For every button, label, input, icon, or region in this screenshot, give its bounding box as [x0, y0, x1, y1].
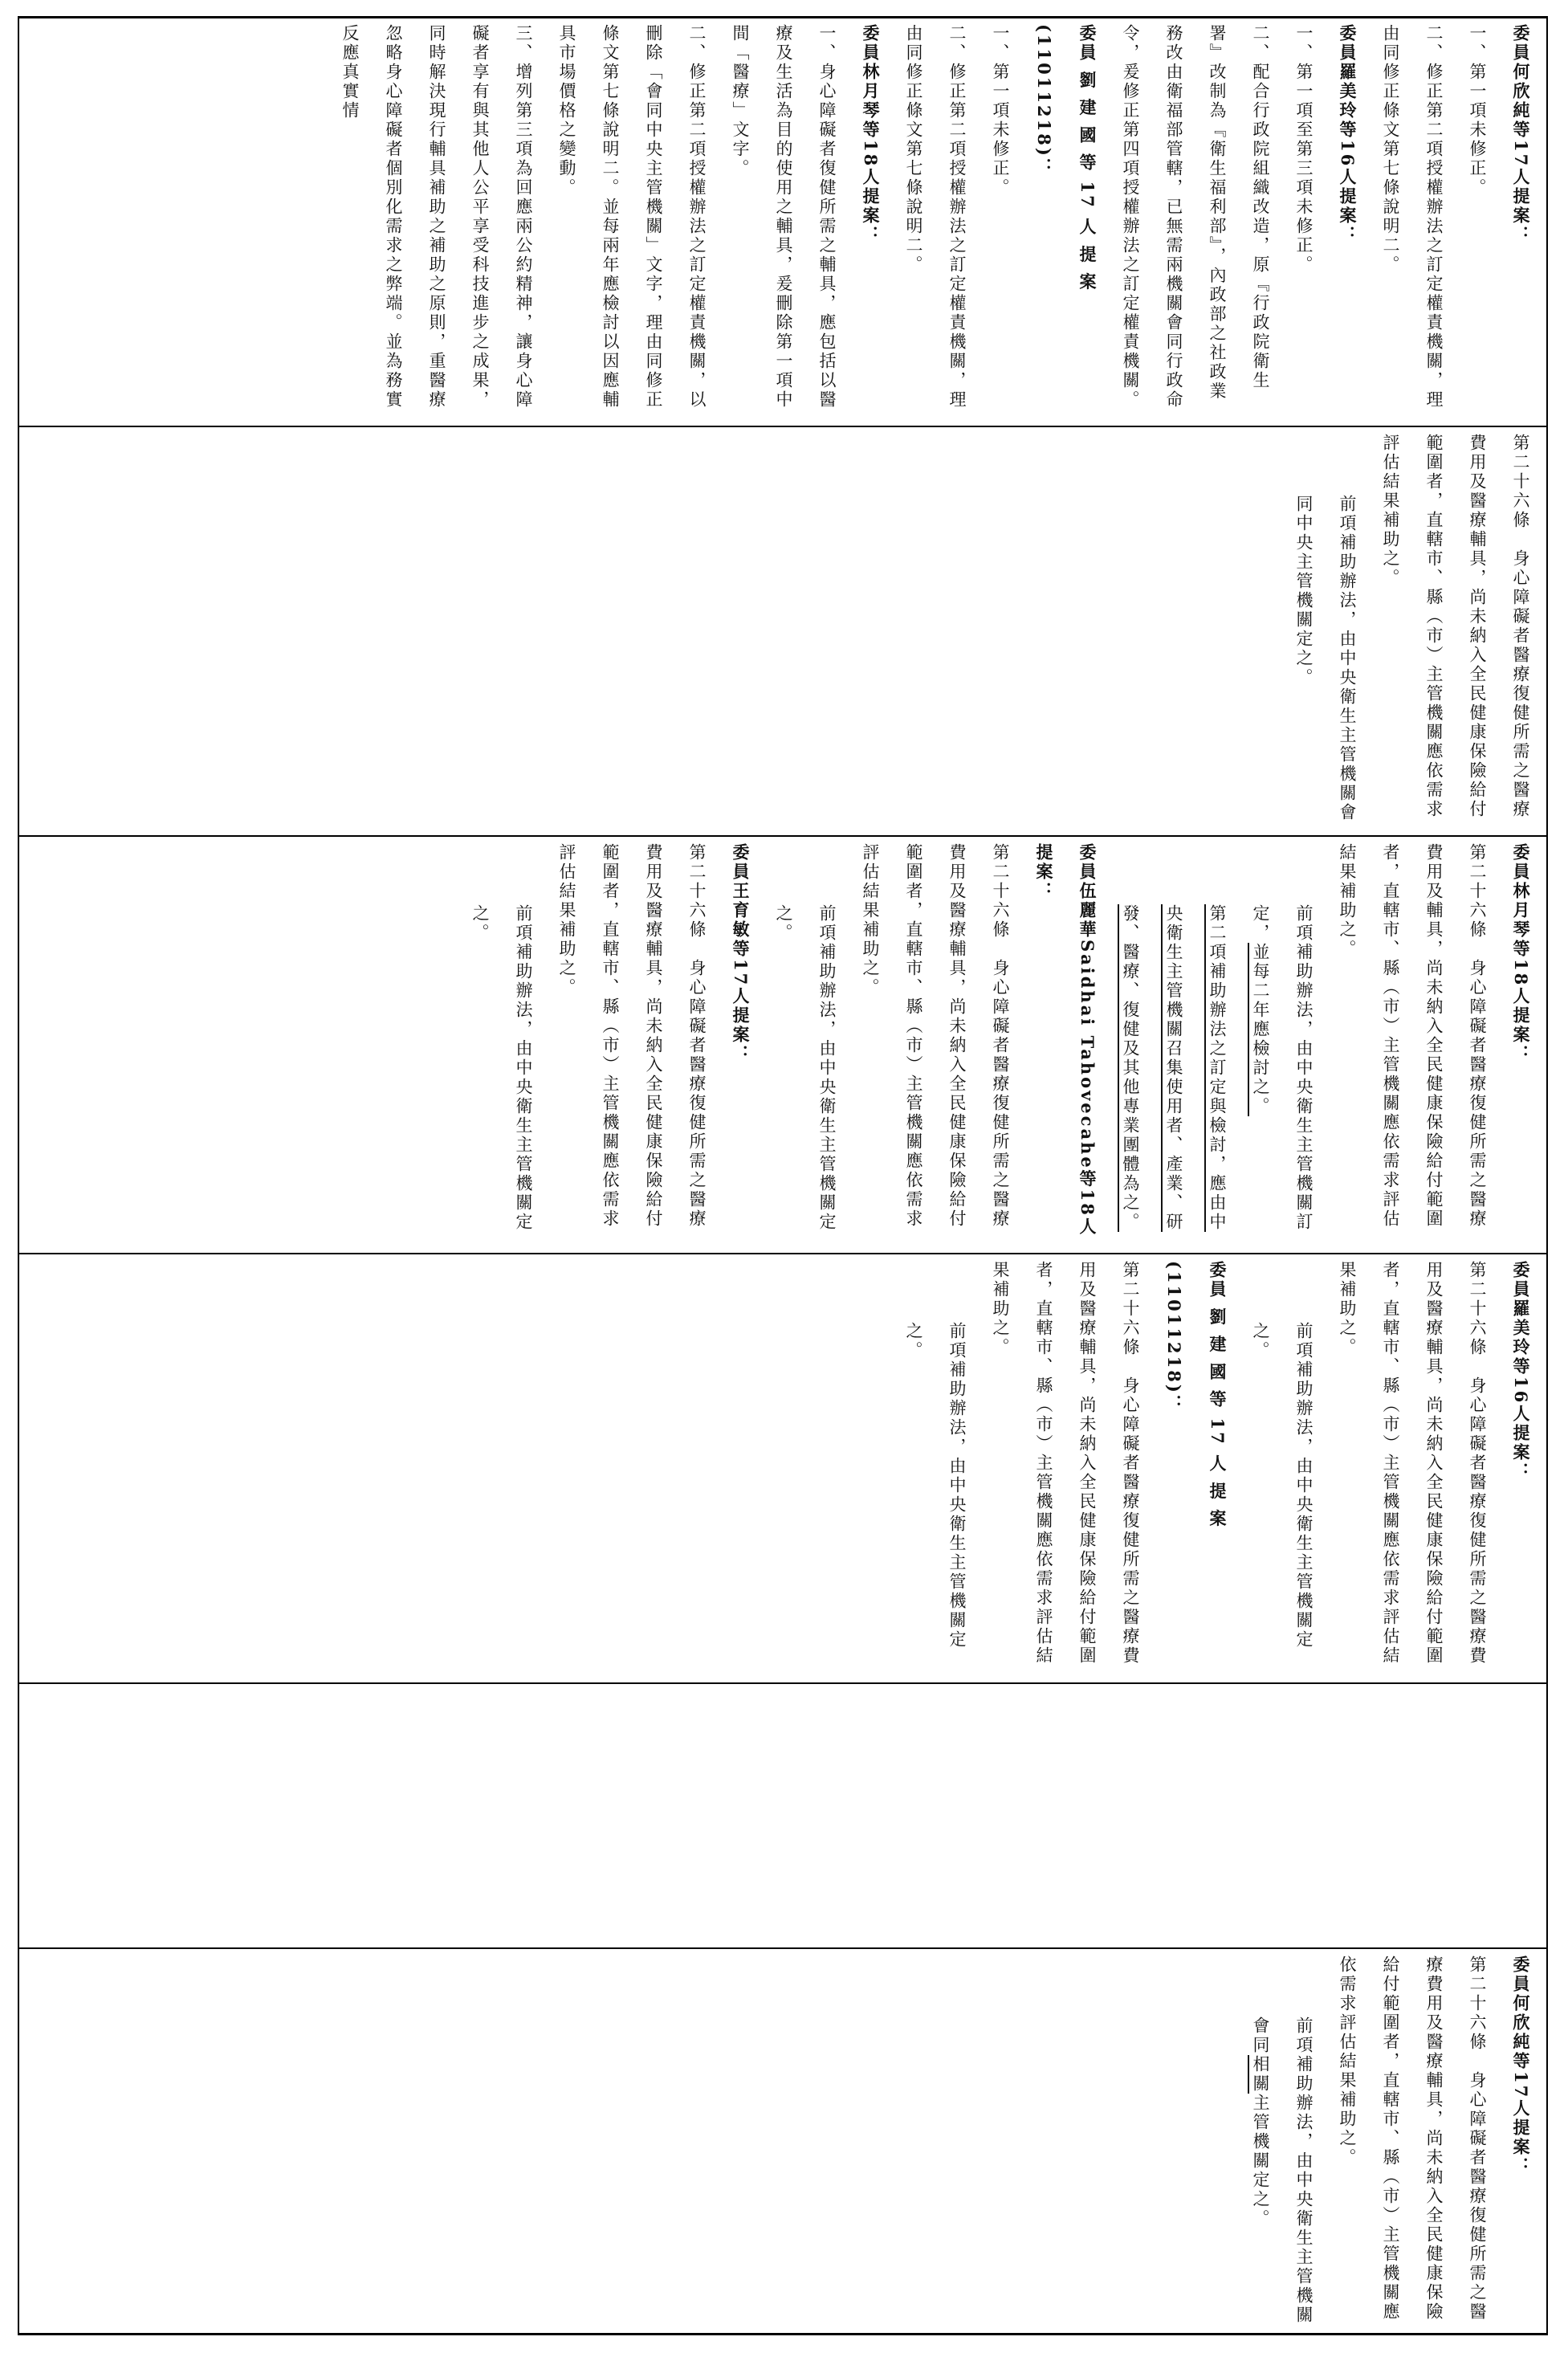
- row-divider-2: [18, 835, 1548, 837]
- table-top-rule: [18, 16, 1548, 18]
- note-item: 一、第一項未修正。: [1468, 24, 1487, 198]
- proposal-column-a: [25, 843, 1542, 1245]
- row-divider-5: [18, 1947, 1548, 1949]
- amended-paragraph: 第二項補助辦法之訂定與檢討，應由中央衛生主管機關召集使用者、產業、研發、醫療、復健及其他專業團體為之。: [1121, 904, 1227, 1232]
- article-paragraph: 前項補助辦法，由中央衛生主管機關定之。: [774, 904, 837, 1232]
- proposal-number: (11011218)：: [1034, 24, 1054, 177]
- explanation-column: [25, 24, 1542, 418]
- article-text: 第二十六條 身心障礙者醫療復健所需之醫療費用及醫療輔具，尚未納入全民健康保險給付範圍者，直轄市、縣（市）主管機關應依需求評估結果補助之。: [557, 843, 707, 1229]
- proposal-heading: 委員何欣純等17人提案：: [1511, 1955, 1531, 2177]
- proposal-heading: 委員 劉 建 國 等 17 人 提 案: [1208, 1261, 1228, 1529]
- table-bottom-rule: [18, 2333, 1548, 2335]
- paragraph-text: 前項補助辦法，由中央衛生主管機關訂定，: [1251, 904, 1313, 1232]
- proposal-heading: 委員伍麗華Saidhai Tahovecahe等18人提案：: [1034, 843, 1098, 1237]
- proposal-heading: 委員羅美玲等16人提案：: [1511, 1261, 1531, 1482]
- proposal-column-c: [25, 1955, 1542, 2325]
- note-item: 一、第一項至第三項未修正。: [1294, 24, 1313, 275]
- row-divider-3: [18, 1253, 1548, 1254]
- article-text: 第二十六條 身心障礙者醫療復健所需之醫療費用及醫療輔具，尚未納入全民健康保險給付範圍者，直轄市、縣（市）主管機關應依需求評估結果補助之。: [991, 1261, 1140, 1666]
- note-item: 一、身心障礙者復健所需之輔具，應包括以醫療及生活為目的使用之輔具，爰刪除第一項中間「醫療」文字。: [731, 24, 837, 410]
- row-divider-4: [18, 1682, 1548, 1684]
- article-text: 第二十六條 身心障礙者醫療復健所需之醫療費用及輔具，尚未納入全民健康保險給付範圍者，直轄市、縣（市）主管機關應依需求評估結果補助之。: [1338, 843, 1487, 1229]
- current-law-column: [25, 434, 1542, 827]
- article-text: 第二十六條 身心障礙者醫療復健所需之醫療費用及醫療輔具，尚未納入全民健康保險給付範圍者，直轄市、縣（市）主管機關應依需求評估結果補助之。: [1381, 434, 1530, 819]
- proposal-heading: 委員林月琴等18人提案：: [1511, 843, 1531, 1065]
- article-paragraph: 前項補助辦法，由中央衛生主管機關會同中央主管機關定之。: [1294, 495, 1357, 822]
- paragraph-text: 前項補助辦法，由中央衛生主管機關會同: [1251, 2017, 1313, 2325]
- table-right-border: [1546, 18, 1548, 2335]
- article-text: 第二十六條 身心障礙者醫療復健所需之醫療費用及醫療輔具，尚未納入全民健康保險給付範圍者，直轄市、縣（市）主管機關應依需求評估結果補助之。: [861, 843, 1010, 1229]
- article-text: 第二十六條 身心障礙者醫療復健所需之醫療費用及醫療輔具，尚未納入全民健康保險給付範圍者，直轄市、縣（市）主管機關應依需求評估結果補助之。: [1338, 1261, 1487, 1666]
- proposal-heading: 委員林月琴等18人提案：: [861, 24, 881, 246]
- article-paragraph: [1239, 843, 1326, 1245]
- note-item: 二、修正第二項授權辦法之訂定權責機關，以刪除「會同中央主管機關」文字，理由同修正條文第七條說明二。並每兩年應檢討以因應輔具市場價格之變動。: [557, 24, 707, 410]
- article-paragraph: [1239, 1955, 1326, 2325]
- article-paragraph: 前項補助辦法，由中央衛生主管機關定之。: [1251, 1322, 1313, 1650]
- article-paragraph: 前項補助辦法，由中央衛生主管機關定之。: [470, 904, 533, 1232]
- article-paragraph: 前項補助辦法，由中央衛生主管機關定之。: [904, 1322, 967, 1650]
- article-text: 第二十六條 身心障礙者醫療復健所需之醫療費用及醫療輔具，尚未納入全民健康保險給付範圍者，直轄市、縣（市）主管機關應依需求評估結果補助之。: [1338, 1955, 1487, 2322]
- amended-text: 並每二年應檢討之。: [1251, 943, 1270, 1116]
- paragraph-text: 主管機關定之。: [1251, 2094, 1270, 2229]
- note-item: 二、配合行政院組織改造，原『行政院衛生署』改制為『衛生福利部』，內政部之社政業務改由衛福部管轄，已無需兩機關會同行政命令，爰修正第四項授權辦法之訂定權責機關。: [1121, 24, 1270, 410]
- note-item: 二、修正第二項授權辦法之訂定權責機關，理由同修正條文第七條說明二。: [1381, 24, 1444, 410]
- proposal-heading: 委員 劉 建 國 等 17 人 提 案: [1077, 24, 1098, 292]
- proposal-number: (11011218)：: [1164, 1261, 1184, 1414]
- proposal-heading: 委員何欣純等17人提案：: [1511, 24, 1531, 246]
- note-item: 一、第一項未修正。: [991, 24, 1010, 198]
- proposal-heading: 委員王育敏等17人提案：: [731, 843, 751, 1065]
- row-divider-1: [18, 426, 1548, 427]
- proposal-heading: 委員羅美玲等16人提案：: [1338, 24, 1358, 246]
- table-left-border: [18, 18, 19, 2335]
- note-item: 三、增列第三項為回應兩公約精神，讓身心障礙者享有與其他人公平享受科技進步之成果，同時解決現行輔具補助之補助之原則，重醫療忽略身心障礙者個別化需求之弊端。並為務實反應真實情: [340, 24, 533, 410]
- note-item: 二、修正第二項授權辦法之訂定權責機關，理由同修正條文第七條說明二。: [904, 24, 967, 410]
- proposal-column-b: [25, 1261, 1542, 1674]
- amended-text: 相關: [1251, 2055, 1270, 2094]
